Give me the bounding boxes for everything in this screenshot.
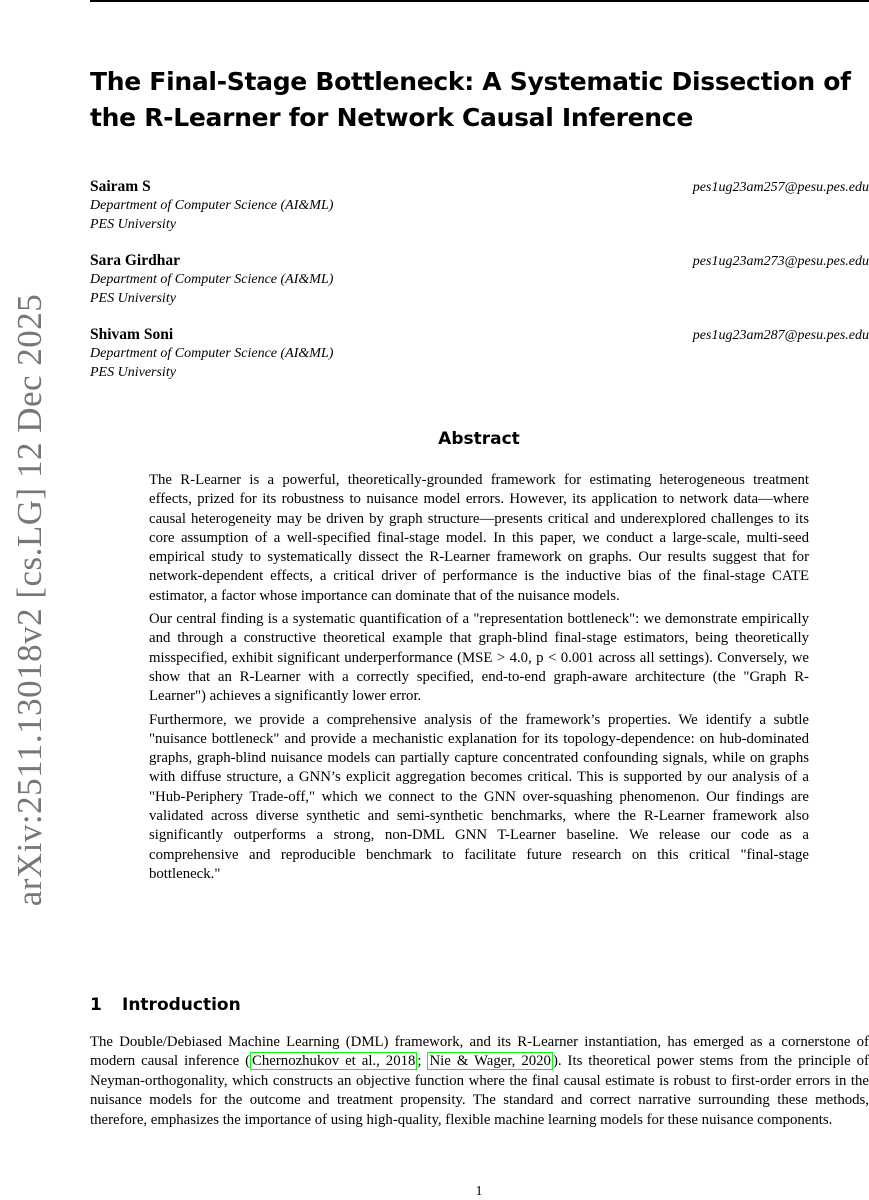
section-title: Introduction	[122, 995, 241, 1015]
arxiv-identifier[interactable]: arXiv:2511.13018v2 [cs.LG] 12 Dec 2025	[10, 293, 49, 907]
author-institution: PES University	[90, 217, 176, 232]
author-email[interactable]: pes1ug23am273@pesu.pes.edu	[692, 254, 869, 269]
author-email[interactable]: pes1ug23am287@pesu.pes.edu	[692, 328, 869, 343]
header-rule	[90, 0, 869, 2]
intro-text-segment: The Double/Debiased Machine Learning (DML) framework, and its R-Learner instantiation, has emerged as a cornerstone of modern causal inference (	[90, 1034, 869, 1070]
author-name: Sara Girdhar	[90, 252, 180, 269]
intro-text-segment: ). Its theoretical power stems from the principle of Neyman-orthogonality, which constructs an objective function where the final causal estimate is robust to first-order errors in the nuisance models for the outcome and treatment propensity. The standard and correct narrative surrounding these methods, therefore, emphasizes the importance of using high-quality, flexible machine learning models for these nuisance components.	[90, 1053, 869, 1128]
author-institution: PES University	[90, 291, 176, 306]
section-number: 1	[90, 995, 102, 1015]
author-block	[90, 251, 869, 308]
page-number: 1	[475, 1184, 483, 1199]
citation-link[interactable]: Nie & Wager, 2020	[429, 1053, 551, 1070]
citation-link[interactable]: Chernozhukov et al., 2018	[252, 1053, 416, 1070]
paper-title: The Final-Stage Bottleneck: A Systematic Dissection of the R-Learner for Network Causal Inference	[90, 67, 851, 132]
author-name: Sairam S	[90, 178, 151, 195]
abstract-body	[149, 471, 809, 888]
author-email[interactable]: pes1ug23am257@pesu.pes.edu	[692, 180, 869, 195]
abstract-paragraph: The R-Learner is a powerful, theoretically-grounded framework for estimating heterogeneous treatment effects, prized for its robustness to nuisance model errors. However, its application to network data—where causal heterogeneity may be driven by graph structure—presents critical and underexplored challenges to its core assumption of a well-specified final-stage model. In this paper, we conduct a large-scale, multi-seed empirical study to systematically dissect the R-Learner framework on graphs. Our results suggest that for network-dependent effects, a critical driver of performance is the inductive bias of the final-stage CATE estimator, a factor whose importance can dominate that of the nuisance models.	[149, 472, 809, 604]
intro-paragraph	[90, 1033, 869, 1130]
author-institution: PES University	[90, 365, 176, 380]
author-block	[90, 325, 869, 382]
introduction-text	[90, 1033, 869, 1130]
intro-text-segment: ;	[417, 1053, 428, 1070]
author-department: Department of Computer Science (AI&ML)	[90, 346, 334, 361]
abstract-heading: Abstract	[438, 429, 520, 449]
author-department: Department of Computer Science (AI&ML)	[90, 272, 334, 287]
author-block	[90, 177, 869, 234]
author-name: Shivam Soni	[90, 326, 174, 343]
arxiv-stamp	[0, 0, 49, 907]
author-department: Department of Computer Science (AI&ML)	[90, 198, 334, 213]
abstract-paragraph: Our central finding is a systematic quantification of a "representation bottleneck": we demonstrate empirically and through a constructive theoretical example that graph-blind final-stage estimators, being theoretically misspecified, exhibit significant underperformance (MSE > 4.0, p < 0.001 across all settings). Conversely, we show that an R-Learner with a correctly specified, end-to-end graph-aware architecture (the "Graph R-Learner") achieves a significantly lower error.	[149, 611, 809, 705]
abstract-paragraph: Furthermore, we provide a comprehensive analysis of the framework’s properties. We identify a subtle "nuisance bottleneck" and provide a mechanistic explanation for its topology-dependence: on hub-dominated graphs, graph-blind nuisance models can partially capture concentrated confounding signals, while on graphs with diffuse structure, a GNN’s explicit aggregation becomes critical. This is supported by our analysis of a "Hub-Periphery Trade-off," which we connect to the GNN over-squashing phenomenon. Our findings are validated across diverse synthetic and semi-synthetic benchmarks, where the R-Learner framework also significantly outperforms a strong, non-DML GNN T-Learner baseline. We release our code as a comprehensive and reproducible benchmark to facilitate future research on this critical "final-stage bottleneck."	[149, 711, 809, 882]
section-heading	[90, 994, 241, 1016]
